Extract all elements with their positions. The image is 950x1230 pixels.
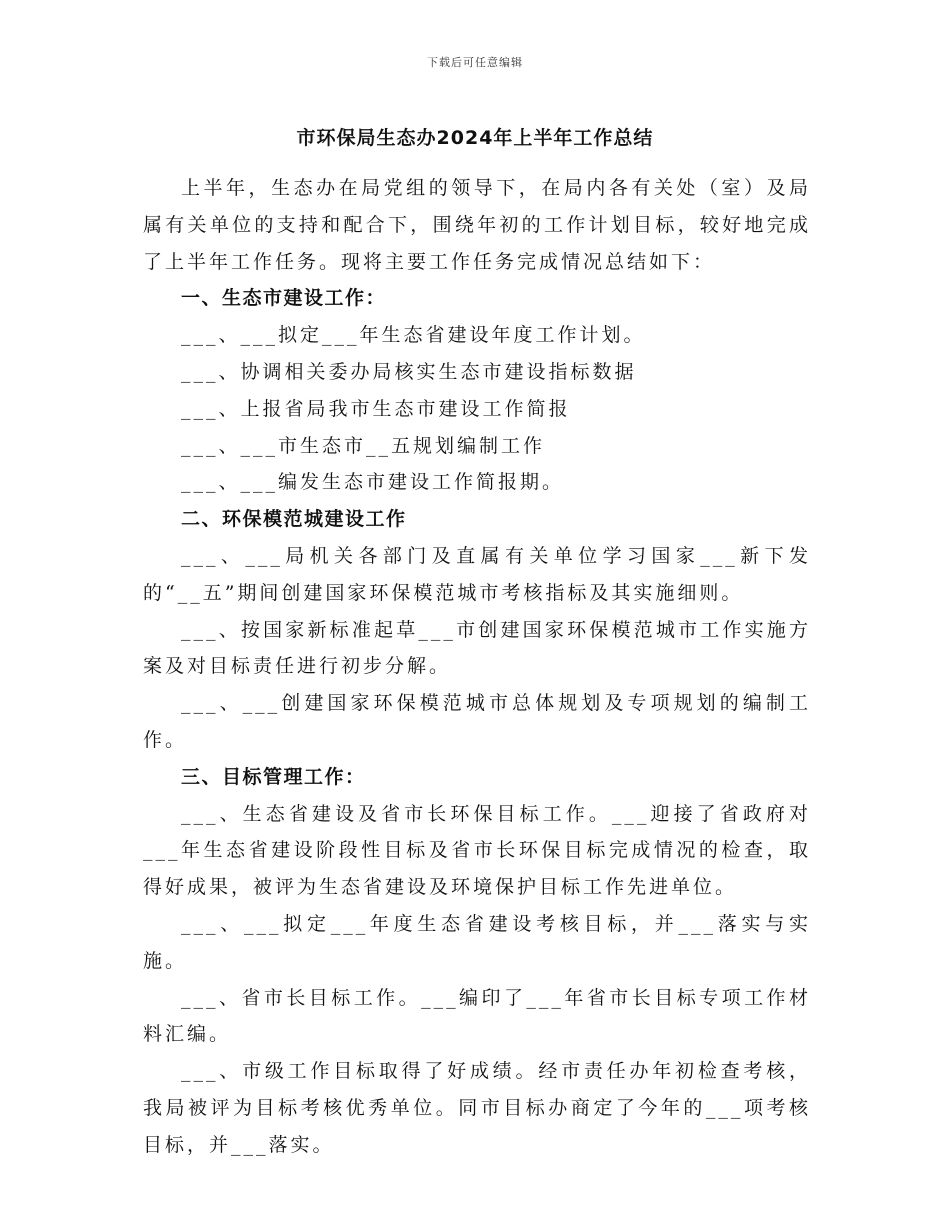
list-item: ___、按国家新标准起草___市创建国家环保模范城市工作实施方案及对目标责任进行初步分解。	[143, 618, 811, 678]
list-item: ___、___市生态市__五规划编制工作	[181, 434, 546, 457]
document-body	[143, 170, 811, 1164]
list-item: ___、___创建国家环保模范城市总体规划及专项规划的编制工作。	[143, 692, 811, 751]
list-item: ___、___局机关各部门及直属有关单位学习国家___新下发的“__五”期间创建国家环保模范城市考核指标及其实施细则。	[143, 544, 811, 604]
list-item: ___、协调相关委办局核实生态市建设指标数据	[181, 360, 637, 383]
list-item: ___、市级工作目标取得了好成绩。经市责任办年初检查考核，我局被评为目标考核优秀单位。同市目标办商定了今年的___项考核目标，并___落实。	[143, 1060, 811, 1156]
list-item: ___、生态省建设及省市长环保目标工作。___迎接了省政府对___年生态省建设阶段性目标及省市长环保目标完成情况的检查，取得好成果，被评为生态省建设及环境保护目标工作先进单位。	[143, 802, 811, 899]
list-item: ___、___拟定___年度生态省建设考核目标，并___落实与实施。	[143, 912, 811, 972]
section-heading-model-city: 二、环保模范城建设工作	[181, 508, 407, 531]
list-item: ___、___编发生态市建设工作简报期。	[181, 471, 565, 494]
document-title: 市环保局生态办2024年上半年工作总结	[296, 127, 654, 149]
section-heading-ecological-city: 一、生态市建设工作：	[181, 287, 387, 310]
section-heading-target-management: 三、目标管理工作：	[181, 765, 366, 788]
list-item: ___、上报省局我市生态市建设工作简报	[181, 397, 571, 420]
header-note: 下载后可任意编辑	[427, 56, 523, 69]
list-item: ___、___拟定___年生态省建设年度工作计划。	[181, 324, 646, 347]
list-item: ___、省市长目标工作。___编印了___年省市长目标专项工作材料汇编。	[143, 986, 811, 1046]
intro-paragraph: 上半年，生态办在局党组的领导下，在局内各有关处（室）及局属有关单位的支持和配合下，围绕年初的工作计划目标，较好地完成了上半年工作任务。现将主要工作任务完成情况总结如下：	[143, 177, 811, 273]
